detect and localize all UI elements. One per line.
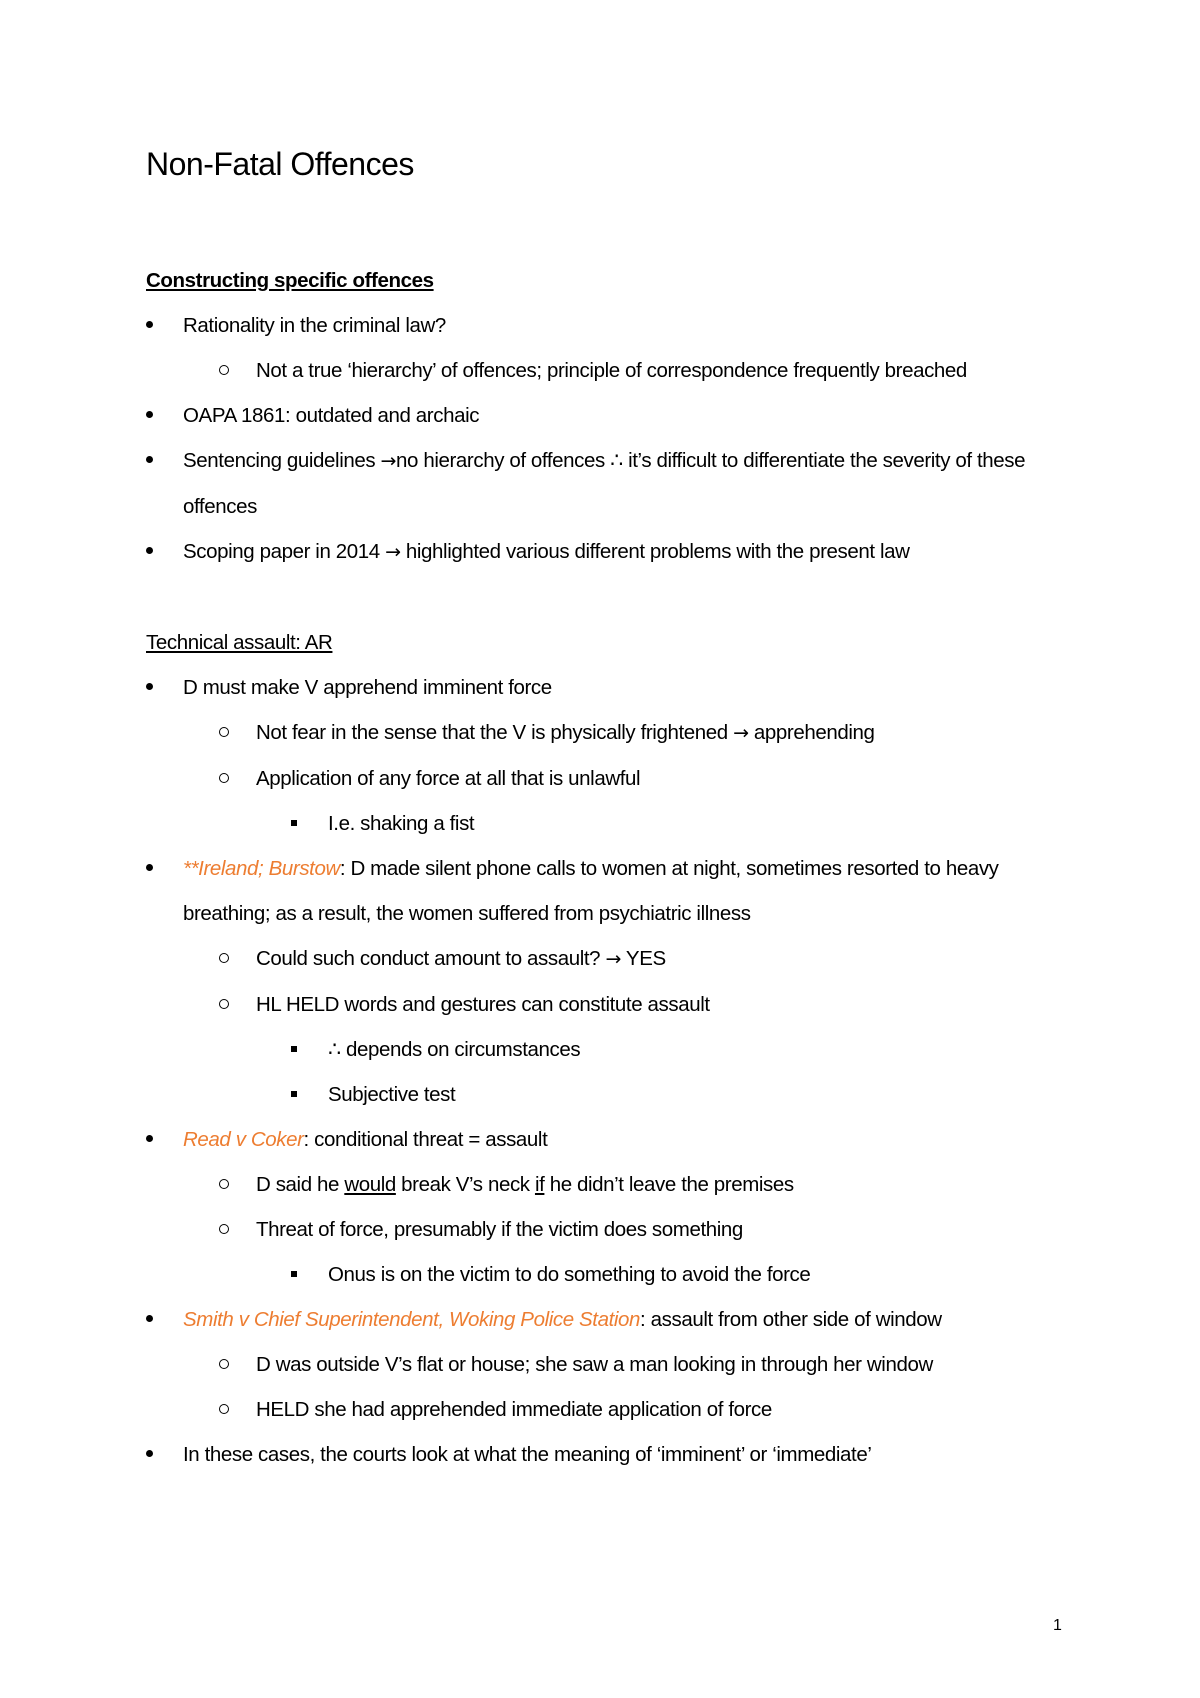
case-name: Smith v Chief Superintendent, Woking Police Station xyxy=(183,1308,641,1331)
list-item: Subjective test xyxy=(146,1072,1086,1117)
list-item: HL HELD words and gestures can constitute assault xyxy=(146,982,1086,1027)
list-item: Could such conduct amount to assault? → YES xyxy=(146,936,1086,982)
bullet-square-icon xyxy=(291,801,297,846)
bullet-square-icon xyxy=(291,1252,297,1297)
bullet-circle-icon xyxy=(219,1207,229,1252)
list-item: Sentencing guidelines →no hierarchy of offences ∴ it’s difficult to differentiate the severity of these offences xyxy=(146,438,1086,529)
section-heading-technical-assault: Technical assault: AR xyxy=(146,631,333,654)
page-number: 1 xyxy=(1053,1617,1062,1634)
list-item: HELD she had apprehended immediate application of force xyxy=(146,1387,1086,1432)
bullet-disc-icon xyxy=(146,529,153,574)
bullet-circle-icon xyxy=(219,1387,229,1432)
case-name: **Ireland; Burstow xyxy=(183,857,340,880)
list-item: Not a true ‘hierarchy’ of offences; principle of correspondence frequently breached xyxy=(146,348,1086,393)
case-name: Read v Coker xyxy=(183,1128,304,1151)
underlined-word: would xyxy=(344,1173,396,1196)
list-item: OAPA 1861: outdated and archaic xyxy=(146,393,1086,438)
list-item: Rationality in the criminal law? xyxy=(146,303,1086,348)
bullet-disc-icon xyxy=(146,846,153,891)
bullet-circle-icon xyxy=(219,1342,229,1387)
list-item: **Ireland; Burstow: D made silent phone calls to women at night, sometimes resorted to heavy breathing; as a result, the women suffered from psychiatric illness xyxy=(146,846,1086,936)
section-heading-constructing-offences: Constructing specific offences xyxy=(146,269,434,292)
arrow-right-icon: → xyxy=(385,541,401,563)
list-item: D must make V apprehend imminent force xyxy=(146,665,1086,710)
blank-line xyxy=(146,575,1086,620)
arrow-right-icon: → xyxy=(605,948,621,970)
underlined-word: if xyxy=(534,1173,545,1196)
list-item: Not fear in the sense that the V is physically frightened → apprehending xyxy=(146,710,1086,756)
list-item: Onus is on the victim to do something to avoid the force xyxy=(146,1252,1086,1297)
list-item: Smith v Chief Superintendent, Woking Police Station: assault from other side of window xyxy=(146,1297,1086,1342)
list-item: I.e. shaking a fist xyxy=(146,801,1086,846)
list-item: D said he would break V’s neck if he didn’t leave the premises xyxy=(146,1162,1086,1207)
list-item: Application of any force at all that is unlawful xyxy=(146,756,1086,801)
bullet-circle-icon xyxy=(219,348,229,393)
bullet-disc-icon xyxy=(146,1117,153,1162)
bullet-disc-icon xyxy=(146,438,153,483)
list-item: ∴ depends on circumstances xyxy=(146,1027,1086,1072)
bullet-square-icon xyxy=(291,1027,297,1072)
bullet-circle-icon xyxy=(219,1162,229,1207)
bullet-disc-icon xyxy=(146,1297,153,1342)
list-item: Threat of force, presumably if the victim does something xyxy=(146,1207,1086,1252)
list-item: Scoping paper in 2014 → highlighted various different problems with the present law xyxy=(146,529,1086,575)
arrow-right-icon: → xyxy=(380,450,397,472)
list-item: D was outside V’s flat or house; she saw a man looking in through her window xyxy=(146,1342,1086,1387)
bullet-disc-icon xyxy=(146,1432,153,1477)
list-item: In these cases, the courts look at what the meaning of ‘imminent’ or ‘immediate’ xyxy=(146,1432,1086,1477)
document-body xyxy=(146,258,1086,1477)
bullet-disc-icon xyxy=(146,393,153,438)
bullet-circle-icon xyxy=(219,936,229,981)
list-item: Read v Coker: conditional threat = assault xyxy=(146,1117,1086,1162)
bullet-square-icon xyxy=(291,1072,297,1117)
bullet-disc-icon xyxy=(146,303,153,348)
bullet-circle-icon xyxy=(219,756,229,801)
bullet-circle-icon xyxy=(219,982,229,1027)
bullet-circle-icon xyxy=(219,710,229,755)
document-title: Non-Fatal Offences xyxy=(146,146,414,182)
arrow-right-icon: → xyxy=(733,722,749,744)
bullet-disc-icon xyxy=(146,665,153,710)
